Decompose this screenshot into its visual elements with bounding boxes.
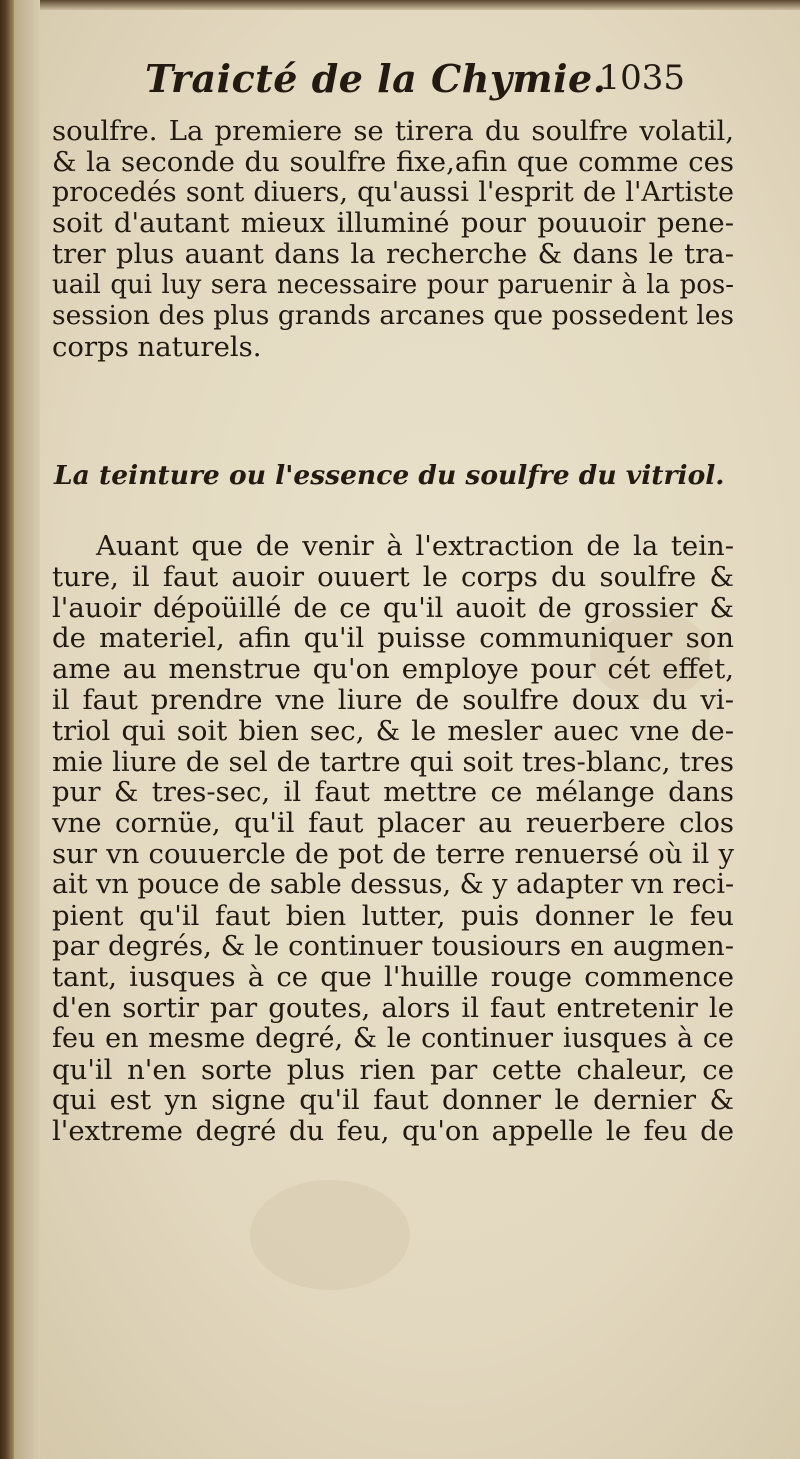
section-heading: La teinture ou l'essence du soulfre du vitriol.	[54, 460, 725, 491]
page-gutter	[14, 0, 40, 1459]
text-line: & la seconde du soulfre fixe,afin que comme ces	[52, 145, 734, 178]
text-line: par degrés, & le continuer tousiours en augmen-	[52, 930, 734, 963]
text-line: soulfre. La premiere se tirera du soulfre volatil,	[52, 115, 734, 147]
text-line: vne cornüe, qu'il faut placer au reuerbere clos	[52, 807, 734, 840]
page-header	[145, 56, 685, 108]
paragraph-2	[52, 531, 734, 1147]
text-line: l'extreme degré du feu, qu'on appelle le feu de	[52, 1115, 734, 1148]
text-line: de materiel, afin qu'il puisse communiquer son	[52, 622, 734, 655]
paragraph-1	[52, 116, 734, 362]
text-line: session des plus grands arcanes que possedent les	[52, 299, 734, 331]
text-line: uail qui luy sera necessaire pour paruenir à la pos-	[52, 269, 734, 300]
text-line: tant, iusques à ce que l'huille rouge commence	[52, 961, 734, 994]
paper-stain	[250, 1180, 410, 1290]
text-line: pient qu'il faut bien lutter, puis donner le feu	[52, 899, 734, 932]
text-line: qui est yn signe qu'il faut donner le dernier &	[52, 1084, 734, 1117]
text-line: d'en sortir par goutes, alors il faut entretenir le	[52, 991, 734, 1024]
text-line: soit d'autant mieux illuminé pour pouuoir pene-	[52, 207, 734, 240]
book-binding	[0, 0, 14, 1459]
text-line: sur vn couuercle de pot de terre renuersé où il y	[52, 837, 734, 870]
text-line: corps naturels.	[52, 330, 262, 363]
text-line: qu'il n'en sorte plus rien par cette chaleur, ce	[52, 1053, 734, 1086]
text-line: mie liure de sel de tartre qui soit tres-blanc, tres	[52, 745, 734, 778]
text-line: ait vn pouce de sable dessus, & y adapter vn reci-	[52, 868, 735, 900]
text-line: ame au menstrue qu'on employe pour cét effet,	[52, 653, 734, 686]
page-number: 1035	[598, 58, 685, 98]
text-line: l'auoir dépoüillé de ce qu'il auoit de grossier &	[52, 591, 734, 624]
text-line: pur & tres-sec, il faut mettre ce mélange dans	[52, 776, 734, 809]
text-line: il faut prendre vne liure de soulfre doux du vi-	[52, 683, 734, 716]
page-top-edge	[0, 0, 800, 10]
text-line: feu en mesme degré, & le continuer iusques à ce	[52, 1022, 734, 1054]
text-line: procedés sont diuers, qu'aussi l'esprit de l'Artiste	[52, 176, 734, 208]
text-line: trer plus auant dans la recherche & dans le tra-	[52, 238, 734, 271]
text-line: Auant que de venir à l'extraction de la tein-	[96, 530, 734, 562]
text-line: triol qui soit bien sec, & le mesler auec vne de-	[52, 714, 734, 747]
text-line: ture, il faut auoir ouuert le corps du soulfre &	[52, 560, 734, 593]
running-title: Traicté de la Chymie.	[145, 56, 607, 101]
